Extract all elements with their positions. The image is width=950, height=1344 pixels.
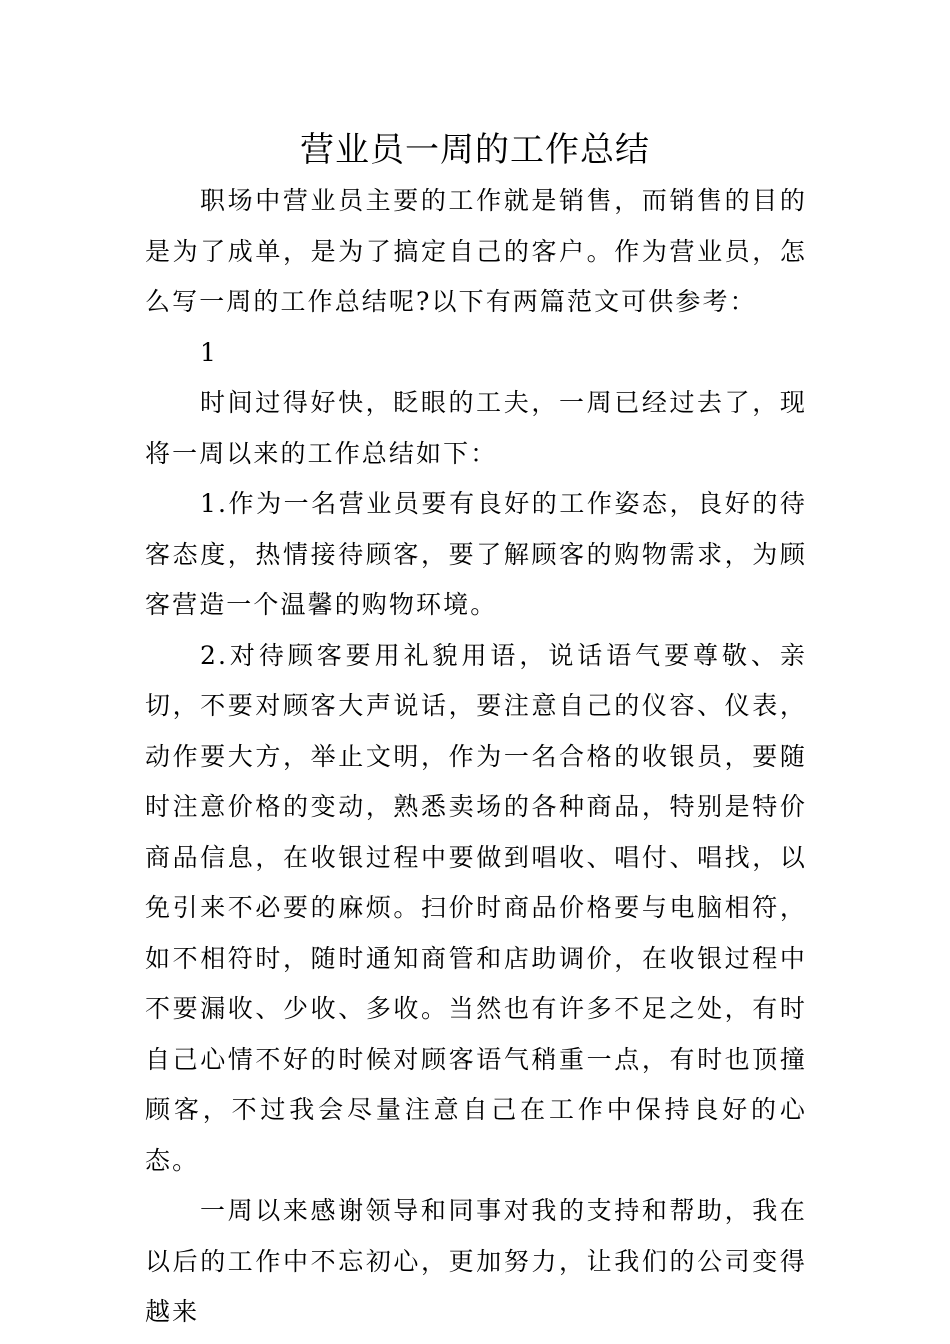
paragraph-item-2: 2.对待顾客要用礼貌用语，说话语气要尊敬、亲切，不要对顾客大声说话，要注意自己的仪容、仪表，动作要大方，举止文明，作为一名合格的收银员，要随时注意价格的变动，熟悉卖场的各种商品，特别是特价商品信息，在收银过程中要做到唱收、唱付、唱找，以免引来不必要的麻烦。扫价时商品价格要与电脑相符，如不相符时，随时通知商管和店助调价，在收银过程中不要漏收、少收、多收。当然也有许多不足之处，有时自己心情不好的时候对顾客语气稍重一点，有时也顶撞顾客，不过我会尽量注意自己在工作中保持良好的心态。 [145, 640, 807, 1175]
paragraph-section-number: 1 [200, 337, 219, 367]
document-title: 营业员一周的工作总结 [300, 130, 650, 170]
paragraph-item-1: 1.作为一名营业员要有良好的工作姿态，良好的待客态度，热情接待顾客，要了解顾客的购物需求，为顾客营造一个温馨的购物环境。 [145, 489, 807, 619]
paragraph-opening: 时间过得好快，眨眼的工夫，一周已经过去了，现将一周以来的工作总结如下： [145, 388, 807, 468]
paragraph-intro: 职场中营业员主要的工作就是销售，而销售的目的是为了成单，是为了搞定自己的客户。作为营业员，怎么写一周的工作总结呢?以下有两篇范文可供参考： [145, 186, 807, 316]
document-body [145, 176, 807, 1338]
paragraph-closing: 一周以来感谢领导和同事对我的支持和帮助，我在以后的工作中不忘初心，更加努力，让我们的公司变得越来 [145, 1196, 807, 1326]
